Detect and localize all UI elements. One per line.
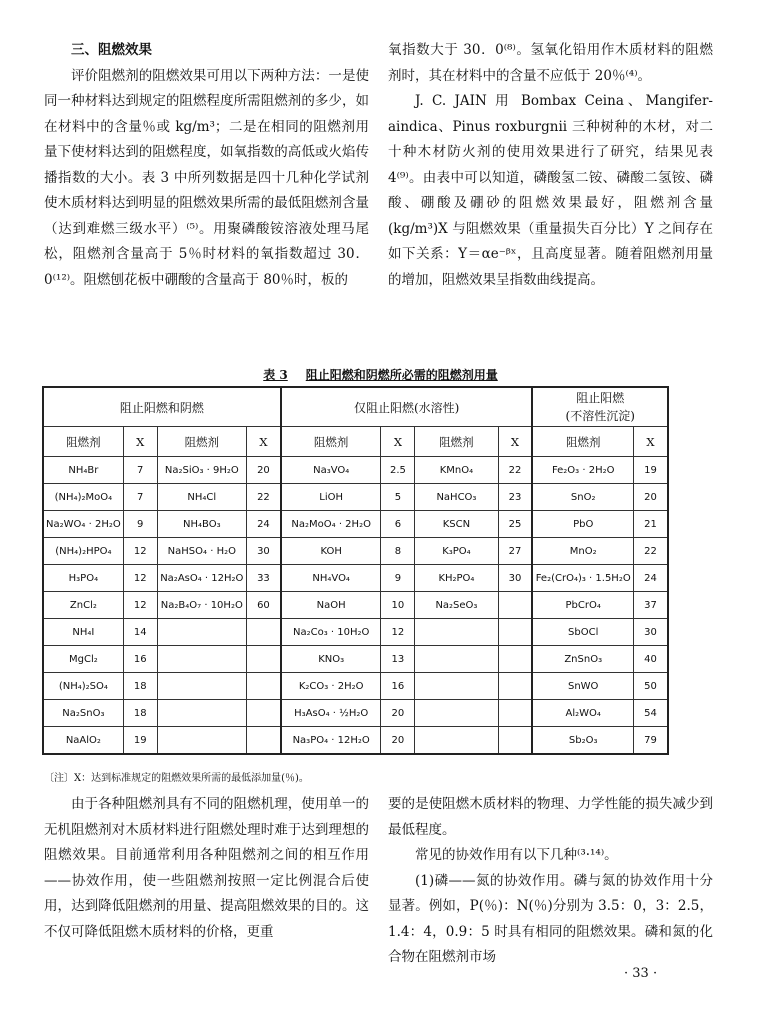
table-title: 阻止阳燃和阴燃所必需的阻燃剂用量 bbox=[305, 368, 498, 382]
paragraph: 常见的协效作用有以下几种⁽³·¹⁴⁾。 bbox=[415, 847, 618, 863]
paragraph: 由于各种阻燃剂具有不同的阻燃机理，使用单一的无机阻燃剂对木质材料进行阻燃处理时难于达到理想的阻燃效果。目前通常利用各种阻燃剂之间的相互作用——协效作用，使一些阻燃剂按照一定比例混合后使用，达到降低阻燃剂的用量、提高阻燃效果的目的。这不仅可降低阻燃木质材料的价格，更重 bbox=[44, 796, 369, 940]
x-value-cell: 30 bbox=[498, 565, 532, 592]
x-value-cell bbox=[498, 619, 532, 646]
retardant-cell: NH₄VO₄ bbox=[281, 565, 381, 592]
x-value-cell: 16 bbox=[381, 673, 415, 700]
x-value-cell: 20 bbox=[381, 727, 415, 755]
section-heading: 三、阻燃效果 bbox=[71, 42, 152, 58]
retardant-cell: NaOH bbox=[281, 592, 381, 619]
x-value-cell: 19 bbox=[123, 727, 157, 755]
retardant-cell: KNO₃ bbox=[281, 646, 381, 673]
column-header: 阻燃剂 bbox=[532, 427, 633, 457]
table-row bbox=[43, 673, 668, 700]
retardant-cell: Na₂SnO₃ bbox=[43, 700, 123, 727]
retardant-cell: KH₂PO₄ bbox=[415, 565, 498, 592]
table-note: 〔注〕X：达到标准规定的阻燃效果所需的最低添加量(％)。 bbox=[44, 773, 309, 784]
column-header: 阻燃剂 bbox=[157, 427, 246, 457]
retardant-cell: (NH₄)₂MoO₄ bbox=[43, 484, 123, 511]
column-header: 阻燃剂 bbox=[415, 427, 498, 457]
x-value-cell: 30 bbox=[246, 538, 280, 565]
x-value-cell: 21 bbox=[634, 511, 668, 538]
retardant-cell: K₂CO₃ · 2H₂O bbox=[281, 673, 381, 700]
x-value-cell: 18 bbox=[123, 673, 157, 700]
x-value-cell bbox=[498, 592, 532, 619]
retardant-cell: (NH₄)₂SO₄ bbox=[43, 673, 123, 700]
x-value-cell: 13 bbox=[381, 646, 415, 673]
retardant-cell: H₃PO₄ bbox=[43, 565, 123, 592]
x-value-cell: 22 bbox=[634, 538, 668, 565]
retardant-cell bbox=[157, 619, 246, 646]
table-row bbox=[43, 511, 668, 538]
x-value-cell: 20 bbox=[381, 700, 415, 727]
retardant-cell bbox=[415, 700, 498, 727]
retardant-cell: NaHSO₄ · H₂O bbox=[157, 538, 246, 565]
left-column-bottom bbox=[44, 792, 369, 945]
table-row bbox=[43, 619, 668, 646]
retardant-cell: Na₂B₄O₇ · 10H₂O bbox=[157, 592, 246, 619]
retardant-cell bbox=[415, 673, 498, 700]
retardant-cell: Sb₂O₃ bbox=[532, 727, 633, 755]
x-value-cell: 22 bbox=[246, 484, 280, 511]
page-number: · 33 · bbox=[624, 966, 658, 981]
retardant-cell: PbO bbox=[532, 511, 633, 538]
retardant-cell: Na₂Co₃ · 10H₂O bbox=[281, 619, 381, 646]
x-value-cell: 33 bbox=[246, 565, 280, 592]
x-value-cell: 12 bbox=[123, 592, 157, 619]
retardant-cell: NH₄BO₃ bbox=[157, 511, 246, 538]
x-value-cell: 19 bbox=[634, 457, 668, 484]
table-row bbox=[43, 484, 668, 511]
x-value-cell: 9 bbox=[123, 511, 157, 538]
retardant-cell: MgCl₂ bbox=[43, 646, 123, 673]
retardant-cell bbox=[157, 673, 246, 700]
table-row bbox=[43, 592, 668, 619]
retardant-cell: H₃AsO₄ · ½H₂O bbox=[281, 700, 381, 727]
table-row bbox=[43, 565, 668, 592]
retardant-cell: NH₄Br bbox=[43, 457, 123, 484]
x-value-cell: 60 bbox=[246, 592, 280, 619]
x-value-cell: 6 bbox=[381, 511, 415, 538]
x-value-cell: 24 bbox=[634, 565, 668, 592]
x-value-cell: 27 bbox=[498, 538, 532, 565]
x-value-cell: 18 bbox=[123, 700, 157, 727]
retardant-cell bbox=[157, 727, 246, 755]
retardant-cell: KOH bbox=[281, 538, 381, 565]
right-column-bottom bbox=[388, 792, 713, 971]
retardant-cell: SbOCl bbox=[532, 619, 633, 646]
paragraph: (1)磷——氮的协效作用。磷与氮的协效作用十分显著。例如，P(％)：N(％)分别为 3.5：0，3：2.5，1.4：4，0.9：5 时具有相同的阻燃效果。磷和氮的化合物在阻燃剂市场 bbox=[388, 872, 713, 965]
retardant-cell: K₃PO₄ bbox=[415, 538, 498, 565]
table-row bbox=[43, 457, 668, 484]
retardant-cell: SnWO bbox=[532, 673, 633, 700]
column-header: X bbox=[381, 427, 415, 457]
retardant-cell: Al₂WO₄ bbox=[532, 700, 633, 727]
x-value-cell: 37 bbox=[634, 592, 668, 619]
retardant-cell: Na₃PO₄ · 12H₂O bbox=[281, 727, 381, 755]
column-header: X bbox=[634, 427, 668, 457]
paragraph: 评价阻燃剂的阻燃效果可用以下两种方法：一是使同一种材料达到规定的阻燃程度所需阻燃剂的多少，如在材料中的含量％或 kg/m³；二是在相同的阻燃剂用量下使材料达到的阻燃程度，如氧指数的高低或火焰传播指数的大小。表 3 中所列数据是四十几种化学试剂使木质材料达到明显的阻燃效果所需的最低阻燃剂含量（达到难燃三级水平）⁽⁵⁾。用聚磷酸铵溶液处理马尾松，阻燃剂含量高于 5％时材料的氧指数超过 30．0⁽¹²⁾。阻燃刨花板中硼酸的含量高于 80％时，板的 bbox=[44, 67, 369, 288]
x-value-cell: 14 bbox=[123, 619, 157, 646]
group-header: 仅阻止阳燃(水溶性) bbox=[281, 387, 533, 427]
table-row bbox=[43, 646, 668, 673]
retardant-cell: MnO₂ bbox=[532, 538, 633, 565]
x-value-cell: 20 bbox=[634, 484, 668, 511]
retardant-cell: Fe₂(CrO₄)₃ · 1.5H₂O bbox=[532, 565, 633, 592]
x-value-cell: 12 bbox=[123, 538, 157, 565]
paragraph: 要的是使阻燃木质材料的物理、力学性能的损失减少到最低程度。 bbox=[388, 796, 713, 838]
x-value-cell: 22 bbox=[498, 457, 532, 484]
x-value-cell: 54 bbox=[634, 700, 668, 727]
retardant-cell bbox=[415, 646, 498, 673]
retardant-cell: KMnO₄ bbox=[415, 457, 498, 484]
retardant-cell: SnO₂ bbox=[532, 484, 633, 511]
x-value-cell bbox=[246, 727, 280, 755]
table-row bbox=[43, 727, 668, 755]
x-value-cell: 20 bbox=[246, 457, 280, 484]
retardant-cell bbox=[157, 646, 246, 673]
x-value-cell: 9 bbox=[381, 565, 415, 592]
table-body bbox=[43, 457, 668, 755]
retardant-cell: NH₄Cl bbox=[157, 484, 246, 511]
x-value-cell: 7 bbox=[123, 484, 157, 511]
x-value-cell: 12 bbox=[123, 565, 157, 592]
x-value-cell: 30 bbox=[634, 619, 668, 646]
group-header: 阻止阳燃和阴燃 bbox=[43, 387, 281, 427]
table-column-headers bbox=[43, 427, 668, 457]
paragraph: 氧指数大于 30．0⁽⁸⁾。氢氧化铅用作木质材料的阻燃剂时，其在材料中的含量不应低于 20％⁽⁴⁾。 bbox=[388, 42, 713, 84]
retardant-cell bbox=[157, 700, 246, 727]
paragraph: J. C. JAIN 用 Bombax Ceina、Mangifer-aindica、Pinus roxburgnii 三种树种的木材，对二十种木材防火剂的使用效果进行了研究，结果见表 4⁽⁹⁾。由表中可以知道，磷酸氢二铵、磷酸二氢铵、磷酸、硼酸及硼砂的阻燃效果最好，阻燃剂含量(kg/m³)X 与阻燃效果（重量损失百分比）Y 之间存在如下关系：Y＝αe⁻ᵝˣ，且高度显著。随着阻燃剂用量的增加，阻燃效果呈指数曲线提高。 bbox=[388, 93, 713, 288]
column-header: X bbox=[246, 427, 280, 457]
retardant-cell: Na₂AsO₄ · 12H₂O bbox=[157, 565, 246, 592]
table-row bbox=[43, 538, 668, 565]
x-value-cell: 16 bbox=[123, 646, 157, 673]
retardant-cell: KSCN bbox=[415, 511, 498, 538]
table-caption bbox=[0, 366, 761, 383]
x-value-cell: 40 bbox=[634, 646, 668, 673]
flame-retardant-table bbox=[42, 386, 669, 755]
retardant-cell: NH₄I bbox=[43, 619, 123, 646]
x-value-cell: 8 bbox=[381, 538, 415, 565]
column-header: X bbox=[498, 427, 532, 457]
x-value-cell bbox=[498, 700, 532, 727]
x-value-cell: 5 bbox=[381, 484, 415, 511]
column-header: 阻燃剂 bbox=[43, 427, 123, 457]
right-column-top bbox=[388, 38, 713, 293]
retardant-cell: Na₂SeO₃ bbox=[415, 592, 498, 619]
table-group-header bbox=[43, 387, 668, 427]
x-value-cell bbox=[246, 619, 280, 646]
table-row bbox=[43, 700, 668, 727]
x-value-cell: 50 bbox=[634, 673, 668, 700]
x-value-cell: 10 bbox=[381, 592, 415, 619]
left-column-top bbox=[44, 38, 369, 293]
x-value-cell bbox=[498, 646, 532, 673]
column-header: 阻燃剂 bbox=[281, 427, 381, 457]
x-value-cell: 24 bbox=[246, 511, 280, 538]
retardant-cell bbox=[415, 727, 498, 755]
x-value-cell bbox=[498, 673, 532, 700]
x-value-cell: 23 bbox=[498, 484, 532, 511]
table-number: 表 3 bbox=[263, 368, 288, 382]
retardant-cell: NaHCO₃ bbox=[415, 484, 498, 511]
retardant-cell: ZnCl₂ bbox=[43, 592, 123, 619]
x-value-cell: 7 bbox=[123, 457, 157, 484]
retardant-cell: Na₃VO₄ bbox=[281, 457, 381, 484]
retardant-cell: NaAlO₂ bbox=[43, 727, 123, 755]
retardant-cell: Na₂SiO₃ · 9H₂O bbox=[157, 457, 246, 484]
x-value-cell bbox=[246, 646, 280, 673]
x-value-cell bbox=[246, 700, 280, 727]
retardant-cell: ZnSnO₃ bbox=[532, 646, 633, 673]
x-value-cell: 79 bbox=[634, 727, 668, 755]
x-value-cell: 12 bbox=[381, 619, 415, 646]
x-value-cell bbox=[498, 727, 532, 755]
x-value-cell: 2.5 bbox=[381, 457, 415, 484]
retardant-cell: PbCrO₄ bbox=[532, 592, 633, 619]
x-value-cell: 25 bbox=[498, 511, 532, 538]
column-header: X bbox=[123, 427, 157, 457]
retardant-cell bbox=[415, 619, 498, 646]
group-header: 阻止阳燃 (不溶性沉淀) bbox=[532, 387, 668, 427]
retardant-cell: LiOH bbox=[281, 484, 381, 511]
retardant-cell: Fe₂O₃ · 2H₂O bbox=[532, 457, 633, 484]
retardant-cell: Na₂MoO₄ · 2H₂O bbox=[281, 511, 381, 538]
retardant-cell: (NH₄)₂HPO₄ bbox=[43, 538, 123, 565]
x-value-cell bbox=[246, 673, 280, 700]
retardant-cell: Na₂WO₄ · 2H₂O bbox=[43, 511, 123, 538]
